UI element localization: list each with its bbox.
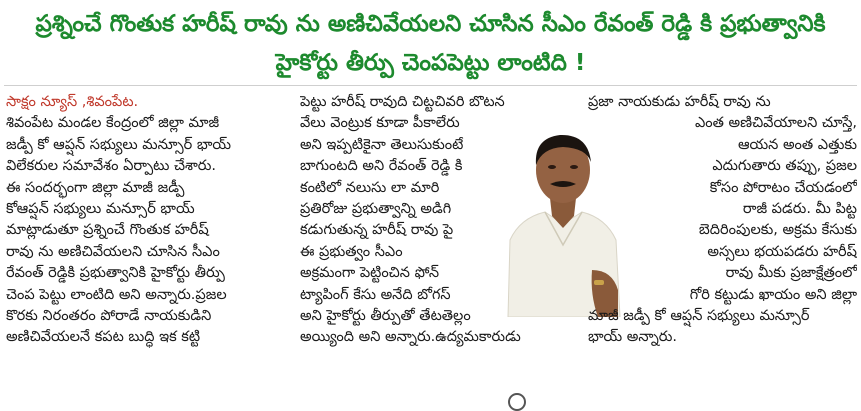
col2-line: వేలు వెంట్రుక కూడా పీకాలేరు — [300, 115, 460, 132]
col3-line: ప్రజా నాయకుడు హరీష్ రావు ను — [588, 94, 771, 110]
col1-line: ఈ సందర్భంగా జిల్లా మాజీ జడ్పీ — [6, 179, 185, 196]
col1-line: రేవంత్ రెడ్డికి ప్రభుత్వానికి హైకోర్టు తీర్పు — [6, 265, 225, 282]
divider — [4, 85, 857, 86]
col2-line: అక్రమంగా పెట్టించిన ఫోన్ — [300, 265, 439, 282]
col2-line: ఈ ప్రభుత్వం సీఎం — [300, 243, 403, 260]
col3-line: భాయ్ అన్నారు. — [588, 329, 677, 346]
col2-line: కడుగుతున్న హరీష్ రావు పై — [300, 222, 454, 239]
col3-line: ఎదుగుతారు తప్పు, ప్రజల — [712, 158, 857, 175]
column-1 — [6, 92, 289, 349]
col1-line: మాట్లాడుతూ ప్రశ్నించే గొంతుక హరీష్ — [6, 222, 209, 239]
col3-line: కోసం పోరాటం చేయడంలో — [709, 179, 857, 196]
col1-line: జడ్పీ కో ఆప్షన్ సభ్యులు మన్సూర్ భాయ్ — [6, 136, 232, 153]
headline-line-2: హైకోర్టు తీర్పు చెంపపెట్టు లాంటిది ! — [275, 50, 586, 76]
col2-line: బాగుంటది అని రేవంత్ రెడ్డి కి — [300, 158, 463, 175]
col3-line: ఎంత అణిచివేయాలని చూస్తే, — [694, 115, 857, 132]
col2-line: కంటిలో నలుసు లా మారి — [300, 179, 440, 196]
col3-line: మాజీ జడ్పీ కో ఆప్షన్ సభ్యులు మన్సూర్ — [588, 308, 810, 325]
col2-line: పెట్టు హరీష్ రావుది చిట్టచివరి బొటన — [300, 94, 505, 110]
col1-line: చెంప పెట్టు లాంటిది అని అన్నారు.ప్రజల — [6, 286, 227, 303]
page-marker-icon — [508, 393, 526, 411]
col3-line: అస్సలు భయపడరు హరీష్ — [707, 243, 857, 260]
col2-line: ట్యాపింగ్ కేసు అనేది బోగస్ — [300, 286, 451, 303]
col2-line: అని హైకోర్టు తీర్పుతో తేటతెల్లం — [300, 308, 471, 325]
col3-line: రాజీ పడరు. మీ పిట్ట — [742, 201, 857, 218]
dateline: సాక్షం న్యూస్ ,శివంపేట. — [6, 94, 139, 110]
col3-line: గోరి కట్టుడు ఖాయం అని జిల్లా — [689, 286, 857, 303]
col1-line: కోఆప్షన్ సభ్యులు మన్సూర్ భాయ్ — [6, 201, 195, 218]
col1-line: శివంపేట మండల కేంద్రంలో జిల్లా మాజీ — [6, 115, 220, 132]
col2-line: ప్రతిరోజు ప్రభుత్వాన్ని అడిగి — [300, 201, 452, 218]
column-3 — [588, 92, 857, 349]
col1-line: కొరకు నిరంతరం పోరాడే నాయకుడిని — [6, 308, 212, 325]
col1-line: అణిచివేయలనే కపట బుద్ధి ఇక కట్టి — [6, 329, 201, 346]
col2-line: అని ఇప్పటికైనా తెలుసుకుంటే — [300, 136, 464, 153]
headline-line-1: ప్రశ్నించే గొంతుక హరీష్ రావు ను అణిచివేయలని చూసిన సీఎం రేవంత్ రెడ్డి కి ప్రభుత్వానికి — [35, 11, 826, 37]
col2-line: అయ్యింది అని అన్నారు.ఉద్యమకారుడు — [300, 329, 521, 346]
col1-line: రావు ను అణిచివేయలని చూసిన సీఎం — [6, 243, 220, 260]
col1-line: విలేకరుల సమావేశం ఏర్పాటు చేశారు. — [6, 158, 217, 175]
col3-line: బెదిరింపులకు, అక్రమ కేసుకు — [698, 222, 857, 239]
col3-line: రావు మీకు ప్రజాక్షేత్రంలో — [725, 265, 857, 282]
col3-line: ఆయన అంత ఎత్తుకు — [737, 136, 857, 153]
